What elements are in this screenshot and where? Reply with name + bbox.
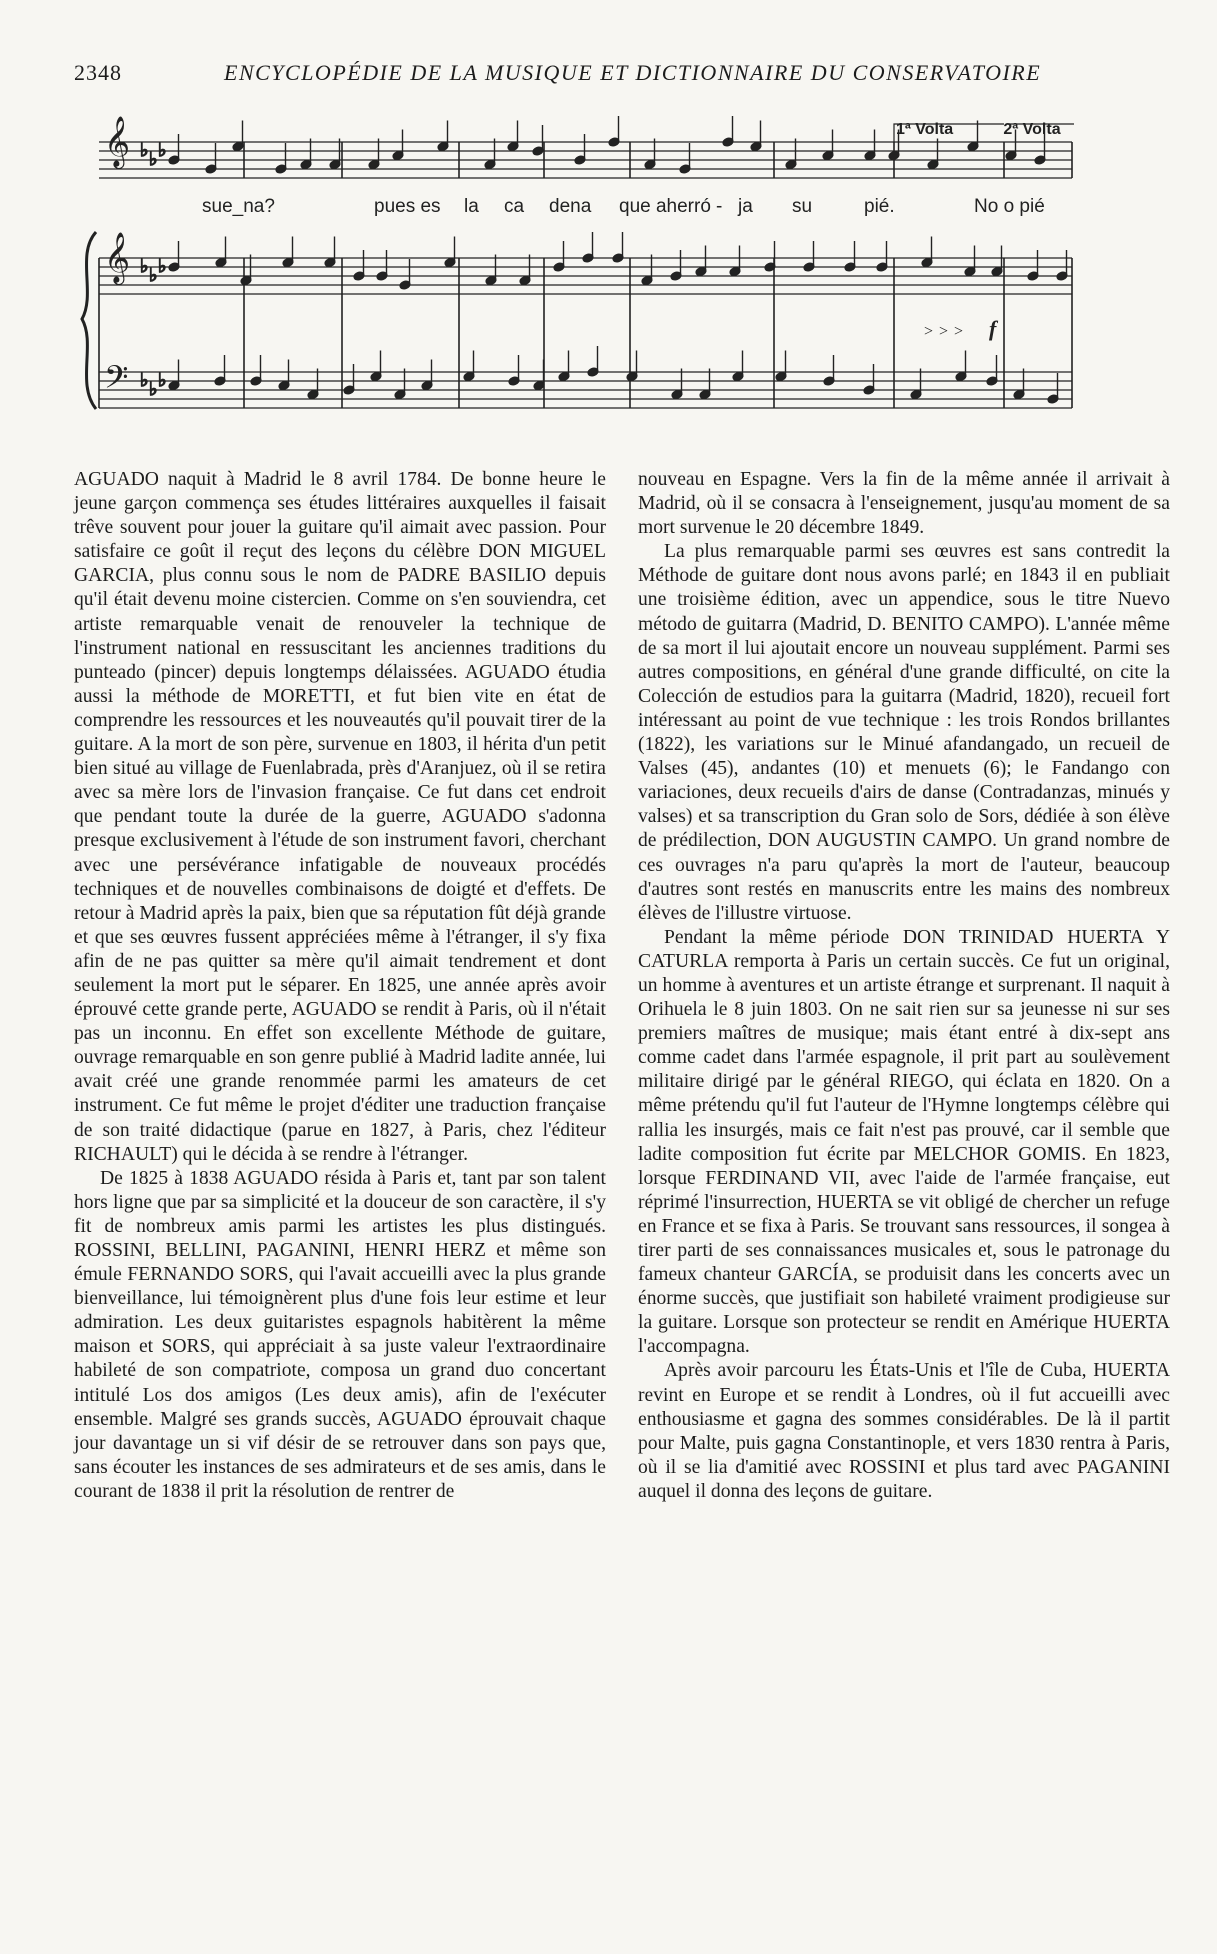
paragraph: Après avoir parcouru les États-Unis et l'île de Cuba, HUERTA revint en Europe et se rendit à Londres, où il fut accueilli avec enthousiasme et gagna des sommes considérables. De là il partit pour Malte, puis gagna Constantinople, et vers 1830 rentra à Paris, où il se lia d'amitié avec ROSSINI et plus tard avec PAGANINI auquel il donna des leçons de guitare.: [638, 1360, 1170, 1502]
right-column: [638, 468, 1170, 1504]
page-header: [74, 60, 1042, 90]
flat-sign: ♭: [149, 379, 158, 399]
treble-clef-voice: 𝄞: [104, 117, 131, 166]
lyric-syllable: No o pié: [974, 196, 1045, 217]
lyric-syllable: la: [464, 196, 479, 217]
lyric-syllable: pues es: [374, 196, 441, 217]
paragraph: De 1825 à 1838 AGUADO résida à Paris et, tant par son talent hors ligne que par sa simplicité et la douceur de son caractère, il s'y fit de nombreux amis parmi les artistes les plus distingués. ROSSINI, BELLINI, PAGANINI, HENRI HERZ et même son émule FERNANDO SORS, qui l'avait accueilli avec la plus grande bienveillance, lui témoignèrent plus d'une fois leur estime et leur admiration. Les deux guitaristes espagnols habitèrent la même maison et SORS, qui appréciait à sa juste valeur l'extraordinaire habileté de son compatriote, composa un grand duo concertant intitulé Los dos amigos (Les deux amis), afin de l'exécuter ensemble. Malgré ses grands succès, AGUADO éprouvait chaque jour davantage un si vif désir de se retrouver dans son pays que, sans écouter les instances de ses admirateurs et de ses amis, dans le courant de 1838 il prit la résolution de rentrer de: [74, 1167, 606, 1502]
barlines: [99, 142, 1072, 408]
flat-sign: ♭: [149, 149, 158, 169]
dynamic-mark: f: [989, 316, 997, 341]
paragraph: La plus remarquable parmi ses œuvres est sans contredit la Méthode de guitare dont nous avons parlé; en 1843 il en publiait une troisième édition, avec un appendice, sous le titre Nuevo método de guitarra (Madrid, D. BENITO CAMPO). L'année même de sa mort il lui ajoutait encore un nouveau supplément. Parmi ses autres compositions, en général d'une grande difficulté, on cite la Colección de estudios para la guitarra (Madrid, 1820), recueil fort intéressant au point de vue technique : les trois Rondos brillantes (1822), les variations sur le Minué afandangado, un recueil de Valses (45), andantes (10) et menuets (6); le Fandango con variaciones, deux recueils d'airs de danse (Contradanzas, minués y valses) et sa transcription du Gran solo de Sors, dédiée à son élève de prédilection, DON AUGUSTIN CAMPO. Un grand nombre de ces ouvrages n'a paru qu'après la mort de l'auteur, beaucoup d'autres sont restés en manuscrits entre les mains des nombreux élèves de l'illustre virtuose.: [638, 541, 1170, 924]
lyrics: [202, 196, 1045, 217]
flat-sign: ♭: [158, 140, 167, 160]
paragraph: Pendant la même période DON TRINIDAD HUERTA Y CATURLA remporta à Paris un certain succès. Ce fut un original, un homme à aventures et un artiste étrange et surprenant. Il naquit à Orihuela le 8 juin 1803. On ne sait rien sur sa jeunesse ni sur ses premiers maîtres de musique; mais étant entré à dix-sept ans comme cadet dans l'armée espagnole, il prit part au soulèvement militaire dirigé par le général RIEGO, qui éclata en 1820. On a même prétendu qu'il fut l'auteur de l'Hymne longtemps célèbre qui rallia les insurgés, mais ce fait n'est pas prouvé, car il semble que ladite composition fut écrite par MELCHOR GOMIS. En 1823, lorsque FERDINAND VII, avec l'aide de l'armée française, eut réprimé l'insurrection, HUERTA se vit obligé de chercher un refuge en France et se fixa à Paris. Se trouvant sans ressources, il songea à tirer parti de ses connaissances musicales et, sous le patronage du fameux chanteur GARCÍA, se produisit dans les concerts avec un énorme succès, que justifiait son habileté vraiment prodigieuse sur la guitare. Lorsque son protecteur se rendit en Amérique HUERTA l'accompagna.: [638, 926, 1170, 1358]
bass-clef-piano: 𝄢: [104, 361, 129, 403]
treble-clef-piano: 𝄞: [104, 233, 131, 282]
brace: [82, 232, 96, 409]
volta-1: 1ª Volta: [896, 121, 954, 138]
lyric-syllable: dena: [549, 196, 592, 217]
left-column: [74, 468, 606, 1504]
paragraph: AGUADO naquit à Madrid le 8 avril 1784. De bonne heure le jeune garçon commença ses études littéraires auxquelles il faisait trêve souvent pour jouer la guitare qu'il aimait avec passion. Pour satisfaire ce goût il reçut des leçons du célèbre DON MIGUEL GARCIA, plus connu sous le nom de PADRE BASILIO depuis qu'il était devenu moine cistercien. Comme on s'en souviendra, cet artiste remarquable venait de renouveler la technique de l'instrument national en ressuscitant les anciennes traditions du punteado (pincer) depuis longtemps délaissées. AGUADO étudia aussi la méthode de MORETTI, et fut bien vite en état de comprendre les ressources et les nouveautés qu'il pouvait tirer de la guitare. A la mort de son père, survenue en 1803, il hérita d'un petit bien situé au village de Fuenlabrada, près d'Aranjuez, où il se retira avec sa mère lors de l'invasion française. Ce fut dans cet endroit que pendant toute la durée de la guerre, AGUADO s'adonna presque exclusivement à l'étude de son instrument favori, cherchant avec une persévérance infatigable de nouveaux procédés techniques et de nouvelles combinaisons de doigté et d'effets. De retour à Madrid après la paix, bien que sa réputation fût déjà grande et que ses œuvres fussent appréciées même à l'étranger, il s'y fixa afin de ne pas quitter sa mère qu'il aimait tendrement et dont seulement la mort put le séparer. En 1825, une année après avoir éprouvé cette grande perte, AGUADO se rendit à Paris, où il n'était pas un inconnu. En effet son excellente Méthode de guitare, ouvrage remarquable en son genre publié à Madrid ladite année, lui avait créé une grande renommée parmi les amateurs de cet instrument. Ce fut même le projet d'éditer une traduction française de son traité didactique (parue en 1827, à Paris, chez l'éditeur RICHAULT) qui le décida à se rendre à l'étranger.: [74, 469, 606, 1165]
lyric-syllable: pié.: [864, 196, 895, 217]
lyric-syllable: ja: [738, 196, 753, 217]
lyric-syllable: -: [716, 196, 723, 217]
flat-sign: ♭: [149, 265, 158, 285]
paragraph: nouveau en Espagne. Vers la fin de la même année il arrivait à Madrid, où il se consacra à l'enseignement, jusqu'au moment de sa mort survenue le 20 décembre 1849.: [638, 469, 1170, 539]
lyric-syllable: ca: [504, 196, 525, 217]
flat-sign: ♭: [158, 256, 167, 276]
flat-sign: ♭: [158, 370, 167, 390]
page-number: 2348: [74, 60, 122, 85]
flat-sign: ♭: [140, 256, 149, 276]
lyric-syllable: que aherró: [619, 196, 711, 217]
lyric-syllable: su: [792, 196, 813, 217]
flat-sign: ♭: [140, 140, 149, 160]
accent-marks: >>>: [924, 323, 970, 340]
running-title: ENCYCLOPÉDIE DE LA MUSIQUE ET DICTIONNAIRE DU CONSERVATOIRE: [224, 60, 1042, 85]
volta-2: 2ª Volta: [1003, 121, 1061, 138]
notes: [140, 116, 1068, 404]
staff-lines: [99, 142, 1072, 408]
music-score: [74, 104, 1074, 474]
flat-sign: ♭: [140, 370, 149, 390]
lyric-syllable: sue_na?: [202, 196, 275, 217]
